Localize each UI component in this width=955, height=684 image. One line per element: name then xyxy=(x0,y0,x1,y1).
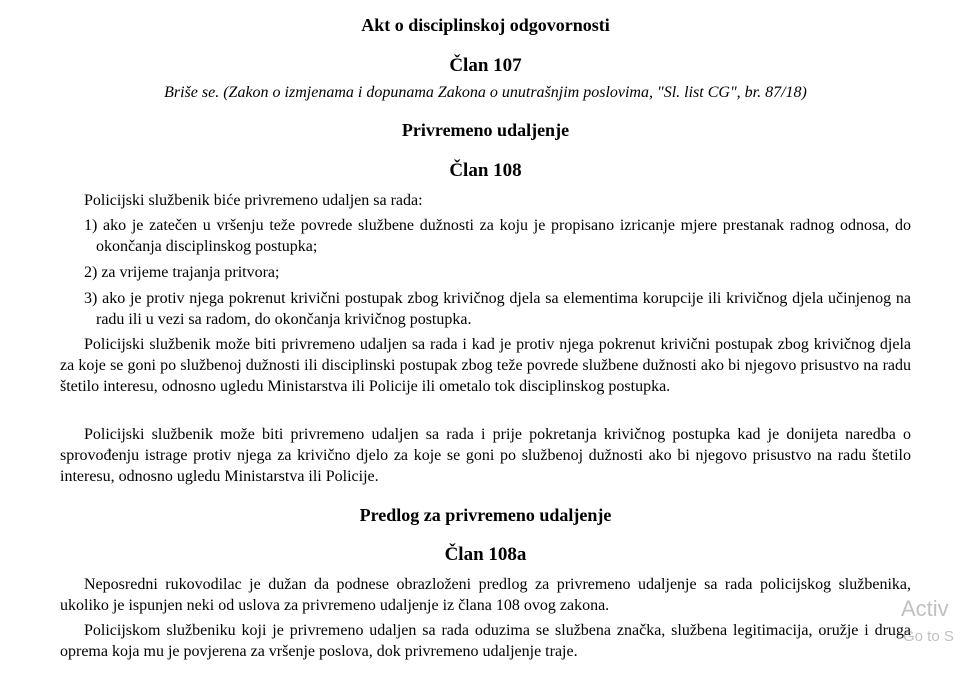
article-108-intro: Policijski službenik biće privremeno udaljen sa rada: xyxy=(84,192,423,209)
article-108a-paragraph-2: Policijskom službeniku koji je privremeno udaljen sa rada oduzima se službena značka, službena legitimacija, oružje i druga oprema koja mu je povjerena za vršenje poslova, dok privremeno udaljenje traje. xyxy=(60,622,911,660)
section-title-temporary-suspension: Privremeno udaljenje xyxy=(401,120,570,140)
article-108-item-3: 3) ako je protiv njega pokrenut krivični postupak zbog krivičnog djela sa elementima korupcije ili krivičnog djela učinjenog na radu ili u vezi sa radom, do okončanja krivičnog postupka. xyxy=(84,290,911,328)
article-108-paragraph-2: Policijski službenik može biti privremeno udaljen sa rada i kad je protiv njega pokrenut krivični postupak zbog krivičnog djela za koje se goni po službenoj dužnosti ili disciplinski postupak zbog teže povrede službene dužnosti ako bi njegovo prisustvo na radu štetilo interesu, odnosno ugledu Ministarstva ili Policije ili ometalo tok disciplinskog postupka. xyxy=(60,336,911,395)
activation-watermark-line2: Go to S xyxy=(903,628,954,645)
article-108-paragraph-3: Policijski službenik može biti privremeno udaljen sa rada i prije pokretanja krivičnog postupka kad je donijeta naredba o sprovođenju istrage protiv njega za krivično djelo za koje se goni po službenoj dužnosti ako bi njegovo prisustvo na radu štetilo interesu, odnosno ugledu Ministarstva ili Policije. xyxy=(60,426,911,485)
article-108-item-2: 2) za vrijeme trajanja pritvora; xyxy=(84,264,280,281)
article-108a-paragraph-1: Neposredni rukovodilac je dužan da podnese obrazloženi predlog za privremeno udaljenje sa rada policijskog službenika, ukoliko je ispunjen neki od uslova za privremeno udaljenje iz člana 108 ovog zakona. xyxy=(60,576,911,614)
article-108a-title: Član 108a xyxy=(444,544,527,565)
section-title-suspension-proposal: Predlog za privremeno udaljenje xyxy=(359,505,612,525)
article-108-item-1: 1) ako je zatečen u vršenju teže povrede službene dužnosti za koju je propisano izricanje mjere prestanak radnog odnosa, do okončanja disciplinskog postupka; xyxy=(84,217,911,255)
article-108-title: Član 108 xyxy=(449,160,522,181)
section-title-disciplinary-act: Akt o disciplinskoj odgovornosti xyxy=(361,15,610,35)
article-107-title: Član 107 xyxy=(449,55,522,76)
article-107-note: Briše se. (Zakon o izmjenama i dopunama Zakona o unutrašnjim poslovima, "Sl. list CG", br. 87/18) xyxy=(164,84,807,101)
activation-watermark-line1: Activ xyxy=(901,596,949,621)
